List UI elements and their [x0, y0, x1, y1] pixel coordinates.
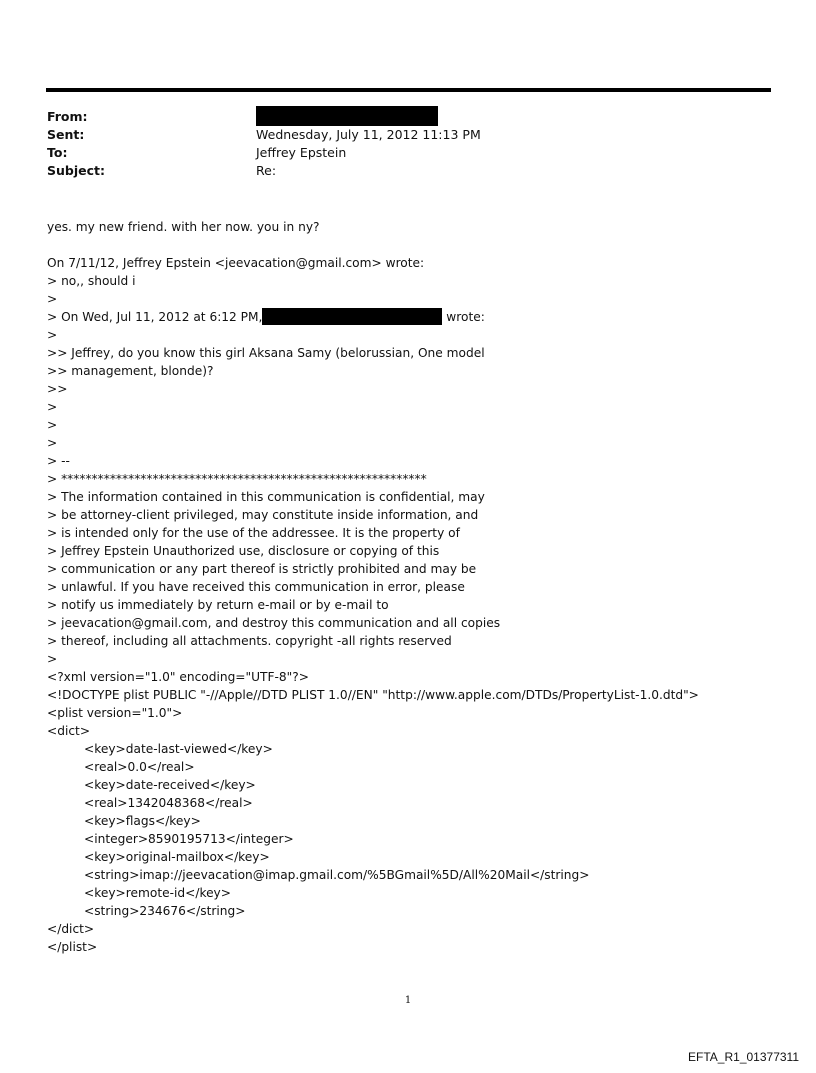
- body-line: >> management, blonde)?: [47, 364, 214, 378]
- from-label: From:: [47, 109, 88, 124]
- subject-value: Re:: [256, 163, 277, 178]
- body-line: > notify us immediately by return e-mail or by e-mail to: [47, 598, 389, 612]
- to-label: To:: [47, 145, 68, 160]
- email-body: [47, 218, 787, 956]
- xml-line: <plist version="1.0">: [47, 706, 183, 720]
- body-line: >: [47, 292, 58, 306]
- xml-line: <key>original-mailbox</key>: [84, 850, 270, 864]
- body-text-segment: wrote:: [442, 310, 485, 324]
- xml-line: <real>0.0</real>: [84, 760, 195, 774]
- to-row: [47, 144, 747, 162]
- body-line: > is intended only for the use of the addressee. It is the property of: [47, 526, 460, 540]
- body-line: > unlawful. If you have received this communication in error, please: [47, 580, 465, 594]
- xml-line: <!DOCTYPE plist PUBLIC "-//Apple//DTD PLIST 1.0//EN" "http://www.apple.com/DTDs/PropertyList-1.0.dtd">: [47, 688, 699, 702]
- from-value: [256, 108, 438, 126]
- sent-value: Wednesday, July 11, 2012 11:13 PM: [256, 127, 481, 142]
- xml-line: </dict>: [47, 922, 95, 936]
- xml-line: <string>234676</string>: [84, 904, 246, 918]
- xml-line: <dict>: [47, 724, 91, 738]
- xml-line: </plist>: [47, 940, 98, 954]
- email-header: [47, 108, 747, 180]
- xml-line: <string>imap://jeevacation@imap.gmail.com/%5BGmail%5D/All%20Mail</string>: [84, 868, 590, 882]
- body-line: >: [47, 400, 58, 414]
- body-line: > no,, should i: [47, 274, 136, 288]
- bates-number: EFTA_R1_01377311: [688, 1050, 799, 1064]
- sent-label: Sent:: [47, 127, 85, 142]
- body-line: >: [47, 418, 58, 432]
- xml-line: <key>flags</key>: [84, 814, 201, 828]
- body-line: > communication or any part thereof is strictly prohibited and may be: [47, 562, 477, 576]
- body-line-with-redaction: [47, 308, 787, 326]
- body-text-segment: > On Wed, Jul 11, 2012 at 6:12 PM,: [47, 310, 263, 324]
- body-line: >: [47, 652, 58, 666]
- redaction-box: [262, 308, 442, 325]
- xml-line: <key>date-last-viewed</key>: [84, 742, 273, 756]
- subject-row: [47, 162, 747, 180]
- to-value: Jeffrey Epstein: [256, 145, 347, 160]
- sent-row: [47, 126, 747, 144]
- body-line: >> Jeffrey, do you know this girl Aksana Samy (belorussian, One model: [47, 346, 485, 360]
- redaction-box: [256, 106, 438, 126]
- body-line: >>: [47, 382, 68, 396]
- body-line: > The information contained in this communication is confidential, may: [47, 490, 485, 504]
- body-line: > --: [47, 454, 70, 468]
- body-line: >: [47, 436, 58, 450]
- xml-line: <?xml version="1.0" encoding="UTF-8"?>: [47, 670, 309, 684]
- body-line: On 7/11/12, Jeffrey Epstein <jeevacation@gmail.com> wrote:: [47, 256, 425, 270]
- xml-line: <integer>8590195713</integer>: [84, 832, 294, 846]
- body-line: > be attorney-client privileged, may constitute inside information, and: [47, 508, 479, 522]
- page-number: 1: [404, 995, 412, 1006]
- body-line: > thereof, including all attachments. copyright -all rights reserved: [47, 634, 452, 648]
- body-line: > ************************************************************: [47, 472, 427, 486]
- subject-label: Subject:: [47, 163, 105, 178]
- body-line: > jeevacation@gmail.com, and destroy this communication and all copies: [47, 616, 501, 630]
- from-row: [47, 108, 747, 126]
- xml-line: <real>1342048368</real>: [84, 796, 253, 810]
- xml-line: <key>date-received</key>: [84, 778, 256, 792]
- header-divider: [46, 88, 771, 92]
- body-line: yes. my new friend. with her now. you in ny?: [47, 220, 320, 234]
- body-line: > Jeffrey Epstein Unauthorized use, disclosure or copying of this: [47, 544, 440, 558]
- body-line: >: [47, 328, 58, 342]
- xml-line: <key>remote-id</key>: [84, 886, 231, 900]
- blank-line: [47, 236, 787, 254]
